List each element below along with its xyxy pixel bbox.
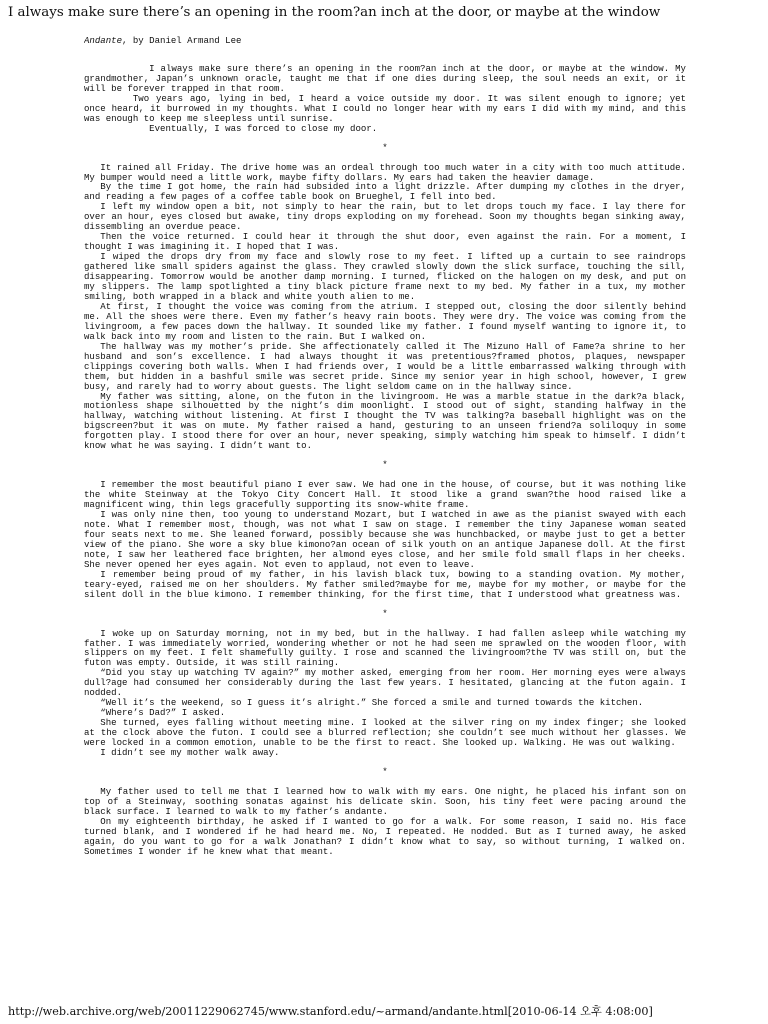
paragraph: On my eighteenth birthday, he asked if I wanted to go for a walk. For some reason, I said no. His face turned blank, and I wondered if he had heard me. No, I repeated. He nodded. But as I turned away, he asked again, do you want to go for a walk Jonathan? I didn’t know what to say, so without turning, I walked on. Sometimes I wonder if he knew what that meant. [84,815,686,857]
paragraph: At first, I thought the voice was coming from the atrium. I stepped out, closing the door silently behind me. All the shoes were there. Even my father’s heavy rain boots. They were dry. The voice was coming from the livingroom, a few paces down the hallway. It sounded like my father. I found myself wanting to ignore it, to walk back into my room and listen to the rain. But I walked on. [84,300,686,342]
paragraph: I didn’t see my mother walk away. [100,747,280,758]
section-divider: * [382,459,388,471]
paragraph: Then the voice returned. I could hear it through the shut door, even against the rain. For a moment, I thought I was imagining it. I hoped that I was. [84,231,686,253]
paragraph: I wiped the drops dry from my face and slowly rose to my feet. I lifted up a curtain to see raindrops gathered like small spiders against the glass. They crawled slowly down the slick surface, touching the sill, disappearing. Tomorrow would be another damp morning. I turned, flicked on the halogen on my desk, and put on my slippers. The lamp spotlighted a tiny black picture frame next to my bed. My father in a tux, my mother smiling, both wrapped in a black and white youth alien to me. [84,251,686,302]
section-divider: * [382,141,388,153]
paragraph: I woke up on Saturday morning, not in my bed, but in the hallway. I had fallen asleep while watching my father. I was immediately worried, wondering whether or not he had seen me sprawled on the wooden floor, with slippers on my feet. I felt shamefully guilty. I rose and scanned the livingroom?the TV was still on, but the futon was empty. Outside, it was still raining. [84,627,686,669]
paragraph: My father was sitting, alone, on the futon in the livingroom. He was a marble statue in the dark?a black, motionless shape silhouetted by the night’s dim moonlight. I stood out of sight, standing halfway in the hallway, watching without listening. At first I thought the TV was talking?a baseball highlight was on the bigscreen?but it was on mute. My father raised a hand, gesturing to an unseen friend?a soliloquy in some forgotten play. I stood there for over an hour, never speaking, simply watching him speak to himself. I didn’t know what he was saying. I didn’t want to. [84,390,686,452]
paragraph: I remember being proud of my father, in his lavish black tux, bowing to a standing ovation. My mother, teary-eyed, raised me on her shoulders. My father smiled?maybe for me, maybe for my mother, or maybe for the silent doll in the blue kimono. I remember thinking, for the first time, that I understood what greatness was. [84,568,686,600]
section-4 [84,629,686,758]
paragraph: The hallway was my mother’s pride. She affectionately called it The Mizuno Hall of Fame?a shrine to her husband and son’s excellence. I had always thought it was pretentious?framed photos, plaques, newspaper clippings covering both walls. When I had friends over, I would be a little embarrassed walking through with them, but hidden in a bashful smile was secret pride. Since my senior year in high school, however, I grew busy, and rarely had to worry about guests. The light seldom came on in the hallway since. [84,340,686,392]
paragraph: She turned, eyes falling without meeting mine. I looked at the silver ring on my index finger; she looked at the clock above the futon. I could see a blurred reflection; she couldn’t see much without her glasses. We were locked in a common emotion, unable to be the first to react. She looked up. Walking. He was out walking. [84,717,686,749]
byline [84,36,686,46]
paragraph: My father used to tell me that I learned how to walk with my ears. One night, he placed his infant son on top of a Steinway, soothing sonatas against his delicate skin. Soon, his tiny feet were pacing around the black surface. I learned to walk to my father’s andante. [84,785,686,817]
paragraph: I remember the most beautiful piano I ever saw. We had one in the house, of course, but it was nothing like the white Steinway at the Tokyo City Concert Hall. It stood like a grand swan?the hood raised like a magnificent wing, thin legs gracefully supporting its snow-white frame. [84,479,686,511]
section-divider: * [382,765,388,777]
section-5 [84,787,686,857]
section-1 [84,64,686,134]
print-footer [8,1004,764,1020]
story-title: Andante [84,36,123,46]
paragraph: Two years ago, lying in bed, I heard a voice outside my door. It was silent enough to ignore; yet once heard, it burrowed in my thoughts. What I could no longer hear with my ears I did with my mind, and this was enough to keep me sleepless until sunrise. [84,92,686,124]
print-timestamp: [2010-06-14 오후 4:08:00] [507,1005,653,1018]
author-name: , by Daniel Armand Lee [122,36,242,46]
section-2 [84,163,686,452]
document-body [84,36,686,998]
paragraph: I always make sure there’s an opening in the room?an inch at the door, or maybe at the window. My grandmother, Japan’s unknown oracle, taught me that if one dies during sleep, the soul needs an exit, or it will be forever trapped in that room. [84,62,686,94]
paragraph: “Did you stay up watching TV again?” my mother asked, emerging from her room. Her morning eyes were always dull?age had consumed her considerably during the last few years. I hesitated, glancing at the futon again. I nodded. [84,667,686,699]
paragraph: I left my window open a bit, not simply to hear the rain, but to let drops touch my face. I lay there for over an hour, eyes closed but awake, tiny drops exploding on my forehead. Soon my thoughts began sinking away, dissembling an overdue peace. [84,201,686,233]
paragraph: Eventually, I was forced to close my door. [149,122,378,134]
source-url: http://web.archive.org/web/20011229062745/www.stanford.edu/~armand/andante.html [8,1005,508,1018]
paragraph: I was only nine then, too young to understand Mozart, but I watched in awe as the pianist swayed with each note. What I remember most, though, was not what I saw on stage. I remember the tiny Japanese woman seated four seats next to me. She leaned forward, possibly because she was hunchbacked, or maybe just to get a better view of the piano. She wore a sky blue kimono?an ocean of silk youth on an antique Japanese doll. At the first note, I saw her leathered face brighten, her almond eyes close, and her smile fold small flaps in her cheeks. She never opened her eyes again. Not even to applaud, not even to leave. [84,509,686,570]
paragraph: “Where’s Dad?” I asked. [100,707,226,719]
page-title: I always make sure thereʼs an opening in the room?an inch at the door, or maybe at the window [8,5,661,20]
section-divider: * [382,607,388,619]
paragraph: “Well it’s the weekend, so I guess it’s alright.” She forced a smile and turned towards the kitchen. [100,697,644,709]
paragraph: By the time I got home, the rain had subsided into a light drizzle. After dumping my clothes in the dryer, and reading a few pages of a coffee table book on Brueghel, I fell into bed. [84,181,686,203]
section-3 [84,480,686,599]
paragraph: It rained all Friday. The drive home was an ordeal through too much water in a city with too much attitude. My bumper would need a little work, maybe fifty dollars. My ears had taken the heavier damage. [84,161,686,183]
